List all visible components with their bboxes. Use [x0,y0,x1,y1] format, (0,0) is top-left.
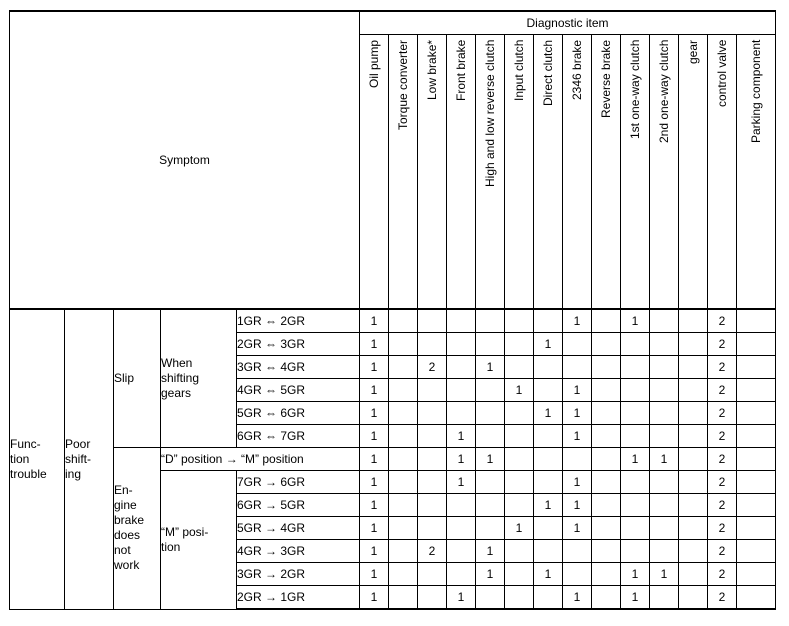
item-header-7 [563,35,592,310]
value-cell: 2 [708,448,737,471]
item-header-label: control valve [715,40,729,108]
value-cell: 1 [563,425,592,448]
diagnostic-item-header: Diagnostic item [360,11,776,35]
value-cell: 1 [534,402,563,425]
value-cell [737,586,776,610]
value-cell: 2 [708,517,737,540]
value-cell [418,563,447,586]
value-cell [418,448,447,471]
slip-label: Slip [114,309,161,448]
value-cell: 1 [534,333,563,356]
value-cell [418,471,447,494]
value-cell [679,586,708,610]
value-cell [505,471,534,494]
value-cell: 1 [360,379,389,402]
value-cell: 1 [476,448,505,471]
value-cell [737,563,776,586]
value-cell [389,309,418,333]
shift-label: 6GR ⇔ 7GR [237,425,360,448]
item-header-label: 2nd one-way clutch [657,40,671,144]
value-cell [534,586,563,610]
item-header-5 [505,35,534,310]
value-cell [650,379,679,402]
value-cell [679,333,708,356]
value-cell: 1 [447,425,476,448]
value-cell [621,402,650,425]
value-cell [592,494,621,517]
value-cell [592,448,621,471]
value-cell [447,494,476,517]
shift-label: 3GR ⇔ 4GR [237,356,360,379]
value-cell [418,425,447,448]
value-cell: 1 [447,448,476,471]
value-cell [389,356,418,379]
value-cell: 2 [418,356,447,379]
shift-label: 2GR ⇔ 3GR [237,333,360,356]
value-cell [592,471,621,494]
value-cell: 1 [505,379,534,402]
item-header-label: Reverse brake [599,40,613,119]
shift-label: 5GR ⇔ 6GR [237,402,360,425]
value-cell [389,471,418,494]
item-header-13 [737,35,776,310]
value-cell [679,517,708,540]
value-cell [534,356,563,379]
value-cell [505,494,534,517]
value-cell [476,471,505,494]
value-cell [389,586,418,610]
value-cell: 1 [505,517,534,540]
value-cell: 1 [621,586,650,610]
value-cell: 1 [563,309,592,333]
item-header-9 [621,35,650,310]
value-cell [737,540,776,563]
item-header-label: Front brake [454,40,468,102]
value-cell: 1 [621,309,650,333]
value-cell [737,448,776,471]
shift-label: 4GR → 3GR [237,540,360,563]
value-cell: 1 [563,471,592,494]
value-cell [476,309,505,333]
value-cell: 1 [360,309,389,333]
value-cell [737,356,776,379]
value-cell [534,309,563,333]
value-cell [418,402,447,425]
value-cell [592,309,621,333]
item-header-11 [679,35,708,310]
value-cell [505,586,534,610]
value-cell [592,425,621,448]
value-cell: 1 [360,494,389,517]
value-cell [592,333,621,356]
value-cell [505,563,534,586]
shift-label: 7GR → 6GR [237,471,360,494]
value-cell: 1 [447,586,476,610]
value-cell [563,563,592,586]
item-header-label: gear [686,40,700,65]
value-cell: 1 [534,563,563,586]
value-cell [621,517,650,540]
item-header-4 [476,35,505,310]
value-cell [679,540,708,563]
value-cell: 2 [708,540,737,563]
value-cell: 1 [563,494,592,517]
value-cell [592,563,621,586]
value-cell: 1 [476,540,505,563]
shift-label: “D” position → “M” position [161,448,360,471]
value-cell [447,563,476,586]
value-cell: 1 [563,517,592,540]
shift-label: 4GR ⇔ 5GR [237,379,360,402]
value-cell: 2 [708,471,737,494]
value-cell: 2 [708,379,737,402]
value-cell [737,517,776,540]
value-cell [679,309,708,333]
value-cell [679,356,708,379]
value-cell [650,586,679,610]
table-body [10,309,776,609]
value-cell [679,379,708,402]
value-cell: 1 [360,333,389,356]
value-cell [389,448,418,471]
value-cell [447,309,476,333]
value-cell [418,379,447,402]
shift-label: 2GR → 1GR [237,586,360,610]
item-header-label: Direct clutch [541,40,555,107]
value-cell [650,494,679,517]
engine-brake-label: En- gine brake does not work [114,448,161,610]
value-cell: 2 [708,494,737,517]
value-cell [679,563,708,586]
value-cell [476,333,505,356]
value-cell [650,425,679,448]
value-cell [534,448,563,471]
value-cell [563,333,592,356]
value-cell [650,402,679,425]
value-cell: 2 [708,333,737,356]
value-cell [621,356,650,379]
value-cell [650,356,679,379]
value-cell: 2 [708,402,737,425]
value-cell [534,379,563,402]
value-cell [650,471,679,494]
value-cell [650,333,679,356]
value-cell: 2 [418,540,447,563]
item-header-0 [360,35,389,310]
value-cell [476,494,505,517]
value-cell [679,494,708,517]
value-cell [737,425,776,448]
value-cell [737,494,776,517]
value-cell [476,517,505,540]
value-cell [447,379,476,402]
value-cell [621,425,650,448]
value-cell [563,540,592,563]
value-cell [505,402,534,425]
value-cell: 1 [650,448,679,471]
value-cell: 1 [563,586,592,610]
poor-shifting-label: Poor shift- ing [65,309,114,609]
value-cell [476,425,505,448]
value-cell [534,425,563,448]
value-cell [447,333,476,356]
value-cell: 2 [708,425,737,448]
value-cell [621,471,650,494]
value-cell [737,379,776,402]
value-cell [679,425,708,448]
item-header-12 [708,35,737,310]
item-header-2 [418,35,447,310]
value-cell [534,540,563,563]
value-cell [505,425,534,448]
value-cell [737,471,776,494]
value-cell [563,448,592,471]
value-cell [737,402,776,425]
value-cell: 2 [708,356,737,379]
m-position-label: “M” posi- tion [161,471,237,610]
table-row [10,309,776,333]
value-cell [418,517,447,540]
item-header-3 [447,35,476,310]
value-cell [737,309,776,333]
value-cell [621,540,650,563]
value-cell [389,563,418,586]
value-cell: 2 [708,309,737,333]
value-cell [447,540,476,563]
shift-label: 5GR → 4GR [237,517,360,540]
value-cell [534,517,563,540]
value-cell [389,517,418,540]
value-cell: 2 [708,563,737,586]
diagnostic-table [9,10,776,610]
value-cell [650,517,679,540]
value-cell [447,402,476,425]
value-cell [505,309,534,333]
shift-label: 6GR → 5GR [237,494,360,517]
value-cell [476,379,505,402]
value-cell [592,517,621,540]
value-cell [389,379,418,402]
when-shifting-label: When shifting gears [161,309,237,448]
value-cell: 1 [621,448,650,471]
item-header-10 [650,35,679,310]
value-cell [418,309,447,333]
item-header-label: High and low reverse clutch [483,40,497,188]
value-cell [592,402,621,425]
value-cell [621,333,650,356]
value-cell [389,402,418,425]
value-cell [389,425,418,448]
value-cell [447,517,476,540]
value-cell [679,448,708,471]
item-header-label: Oil pump [367,40,381,89]
value-cell [476,586,505,610]
item-header-label: 2346 brake [570,40,584,101]
function-trouble-label: Func- tion trouble [10,309,65,609]
value-cell [650,309,679,333]
value-cell [389,333,418,356]
item-header-label: Parking component [749,40,763,144]
value-cell: 1 [476,356,505,379]
value-cell [418,333,447,356]
value-cell [592,379,621,402]
item-header-label: 1st one-way clutch [628,40,642,140]
value-cell [505,333,534,356]
value-cell [476,402,505,425]
value-cell: 1 [563,379,592,402]
shift-label: 3GR → 2GR [237,563,360,586]
item-header-label: Low brake* [425,40,439,101]
value-cell [621,494,650,517]
value-cell: 1 [360,563,389,586]
value-cell [563,356,592,379]
value-cell: 1 [447,471,476,494]
value-cell: 1 [360,402,389,425]
value-cell: 1 [360,471,389,494]
value-cell: 1 [360,425,389,448]
value-cell [505,540,534,563]
value-cell [621,379,650,402]
value-cell: 1 [534,494,563,517]
value-cell [737,333,776,356]
value-cell: 1 [360,540,389,563]
value-cell [679,402,708,425]
value-cell [534,471,563,494]
item-header-1 [389,35,418,310]
value-cell [592,356,621,379]
value-cell: 1 [476,563,505,586]
value-cell [505,448,534,471]
table-row [10,448,776,471]
value-cell [592,540,621,563]
value-cell: 1 [621,563,650,586]
value-cell [592,586,621,610]
item-header-label: Torque converter [396,40,410,131]
value-cell [505,356,534,379]
value-cell: 1 [360,517,389,540]
value-cell: 1 [360,448,389,471]
value-cell [418,494,447,517]
value-cell: 1 [360,356,389,379]
value-cell [389,540,418,563]
value-cell [447,356,476,379]
value-cell [418,586,447,610]
item-header-label: Input clutch [512,40,526,102]
value-cell: 2 [708,586,737,610]
value-cell: 1 [650,563,679,586]
shift-label: 1GR ⇔ 2GR [237,309,360,333]
value-cell [679,471,708,494]
item-header-8 [592,35,621,310]
item-header-6 [534,35,563,310]
symptom-header: Symptom [10,11,360,309]
value-cell [389,494,418,517]
value-cell: 1 [360,586,389,610]
value-cell [650,540,679,563]
value-cell: 1 [563,402,592,425]
